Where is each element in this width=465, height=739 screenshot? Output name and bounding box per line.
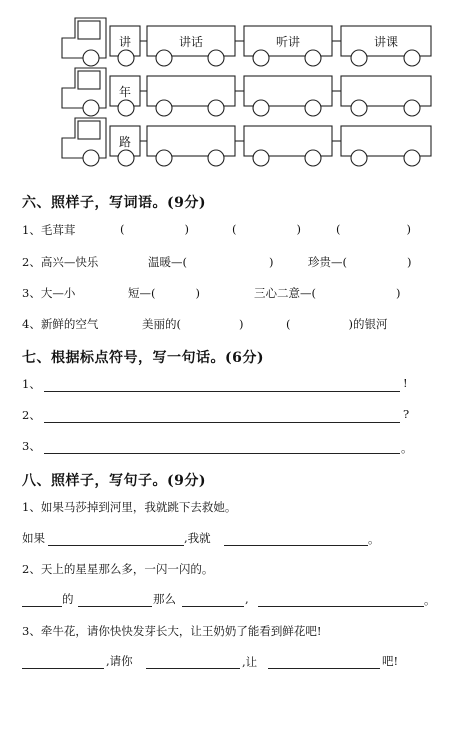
s7-row-3-line[interactable] xyxy=(44,453,400,454)
s8-fill2-b: 那么 xyxy=(153,592,176,606)
train-row-2 xyxy=(62,68,431,116)
s8-fill3-line-2[interactable] xyxy=(146,668,240,669)
train-diagram xyxy=(0,0,465,175)
train-1-car-2: 听讲 xyxy=(275,35,301,49)
s8-fill1-line-2[interactable] xyxy=(224,545,368,546)
paren-open: ( xyxy=(232,222,237,236)
s6-q3-blank-b[interactable] xyxy=(254,285,401,301)
s6-q4-blank-a[interactable] xyxy=(142,316,244,332)
s6-q2-text: 高兴—快乐 xyxy=(40,255,99,269)
s8-fill2-d: 。 xyxy=(424,593,436,607)
s6-q4-blank-b[interactable] xyxy=(286,316,388,332)
paren-close: ) xyxy=(407,255,412,269)
s8-fill2-c: , xyxy=(245,592,249,606)
paren-close: ) xyxy=(269,255,274,269)
train-1-car-1: 讲话 xyxy=(178,35,204,49)
paren-close: ) xyxy=(396,286,401,300)
s6-q4-num: 4、 xyxy=(22,317,41,331)
s7-row-3-num: 3、 xyxy=(22,439,41,453)
s8-fill2-line-2[interactable] xyxy=(78,606,152,607)
paren-close: ) xyxy=(184,222,189,236)
s6-q3 xyxy=(22,285,75,301)
train-1-head: 讲 xyxy=(118,35,132,49)
s6-q1-num: 1、 xyxy=(22,223,41,237)
s7-row-1-end: ! xyxy=(403,376,408,390)
s6-q3-text: 大—小 xyxy=(40,286,76,300)
s8-fill1-c: 。 xyxy=(368,532,380,546)
paren-open: ( xyxy=(120,222,125,236)
s6-q3-num: 3、 xyxy=(22,286,41,300)
s6-q2 xyxy=(22,254,98,270)
s6-q4 xyxy=(22,316,98,332)
s7-row-2-num: 2、 xyxy=(22,408,41,422)
s6-q4-text: 新鲜的空气 xyxy=(40,317,99,331)
train-3-head: 路 xyxy=(118,135,132,149)
s6-q1-text: 毛茸茸 xyxy=(40,223,76,237)
s8-fill2-line-3[interactable] xyxy=(182,606,244,607)
train-2-head: 年 xyxy=(118,85,132,99)
s6-q1-blank-2[interactable] xyxy=(232,222,301,236)
s6-q1 xyxy=(22,222,75,238)
s8-example-3: 3、牵牛花，请你快快发芽长大，让王奶奶了能看到鲜花吧! xyxy=(22,624,322,638)
s8-example-1: 1、如果马莎掉到河里，我就跳下去救她。 xyxy=(22,500,237,514)
s6-q2-num: 2、 xyxy=(22,255,41,269)
s7-row-2-line[interactable] xyxy=(44,422,400,423)
paren-close: ) xyxy=(406,222,411,236)
s8-example-2: 2、天上的星星那么多，一闪一闪的。 xyxy=(22,562,214,576)
paren-open: ( xyxy=(286,317,291,331)
s8-fill2-line-1[interactable] xyxy=(22,606,62,607)
s8-fill1-a: 如果 xyxy=(22,531,45,545)
s6-q2-blank-b[interactable] xyxy=(308,254,412,270)
s8-fill3-c: 吧! xyxy=(382,654,399,668)
paren-close: ) xyxy=(239,317,244,331)
train-1-car-3: 讲课 xyxy=(373,35,399,49)
paren-open: ( xyxy=(336,222,341,236)
s6-q1-blank-3[interactable] xyxy=(336,222,411,236)
s8-fill3-line-3[interactable] xyxy=(268,668,380,669)
s6-q3-blank-a[interactable] xyxy=(128,285,200,301)
s6-q2-b-label: 珍贵—( xyxy=(308,255,347,269)
s7-row-1-line[interactable] xyxy=(44,391,400,392)
paren-close: ) xyxy=(296,222,301,236)
s6-q2-blank-a[interactable] xyxy=(148,254,274,270)
s6-q3-b-label: 三心二意—( xyxy=(254,286,316,300)
s6-q4-a-label: 美丽的( xyxy=(142,317,181,331)
s7-row-1-num: 1、 xyxy=(22,377,41,391)
paren-close: ) xyxy=(195,286,200,300)
s8-fill3-line-1[interactable] xyxy=(22,668,104,669)
s8-fill1-b: ,我就 xyxy=(184,531,211,545)
section6-title: 六、照样子，写词语。(9分) xyxy=(22,195,206,211)
s6-q2-a-label: 温暖—( xyxy=(148,255,187,269)
s8-fill1-line-1[interactable] xyxy=(48,545,184,546)
section8-title: 八、照样子，写句子。(9分) xyxy=(22,473,206,489)
s6-q4-b-suffix: )的银河 xyxy=(348,317,388,331)
s8-fill3-b: ,让 xyxy=(242,655,258,669)
s7-row-3-end: 。 xyxy=(401,441,413,455)
s8-fill3-a: ,请你 xyxy=(106,654,133,668)
s6-q1-blank-1[interactable] xyxy=(120,222,189,236)
s8-fill2-a: 的 xyxy=(62,592,74,606)
s7-row-2-end: ? xyxy=(403,407,410,421)
train-row-3 xyxy=(62,118,431,166)
s8-fill2-line-4[interactable] xyxy=(258,606,424,607)
section7-title: 七、根据标点符号，写一句话。(6分) xyxy=(22,350,264,366)
s6-q3-a-label: 短—( xyxy=(128,286,156,300)
